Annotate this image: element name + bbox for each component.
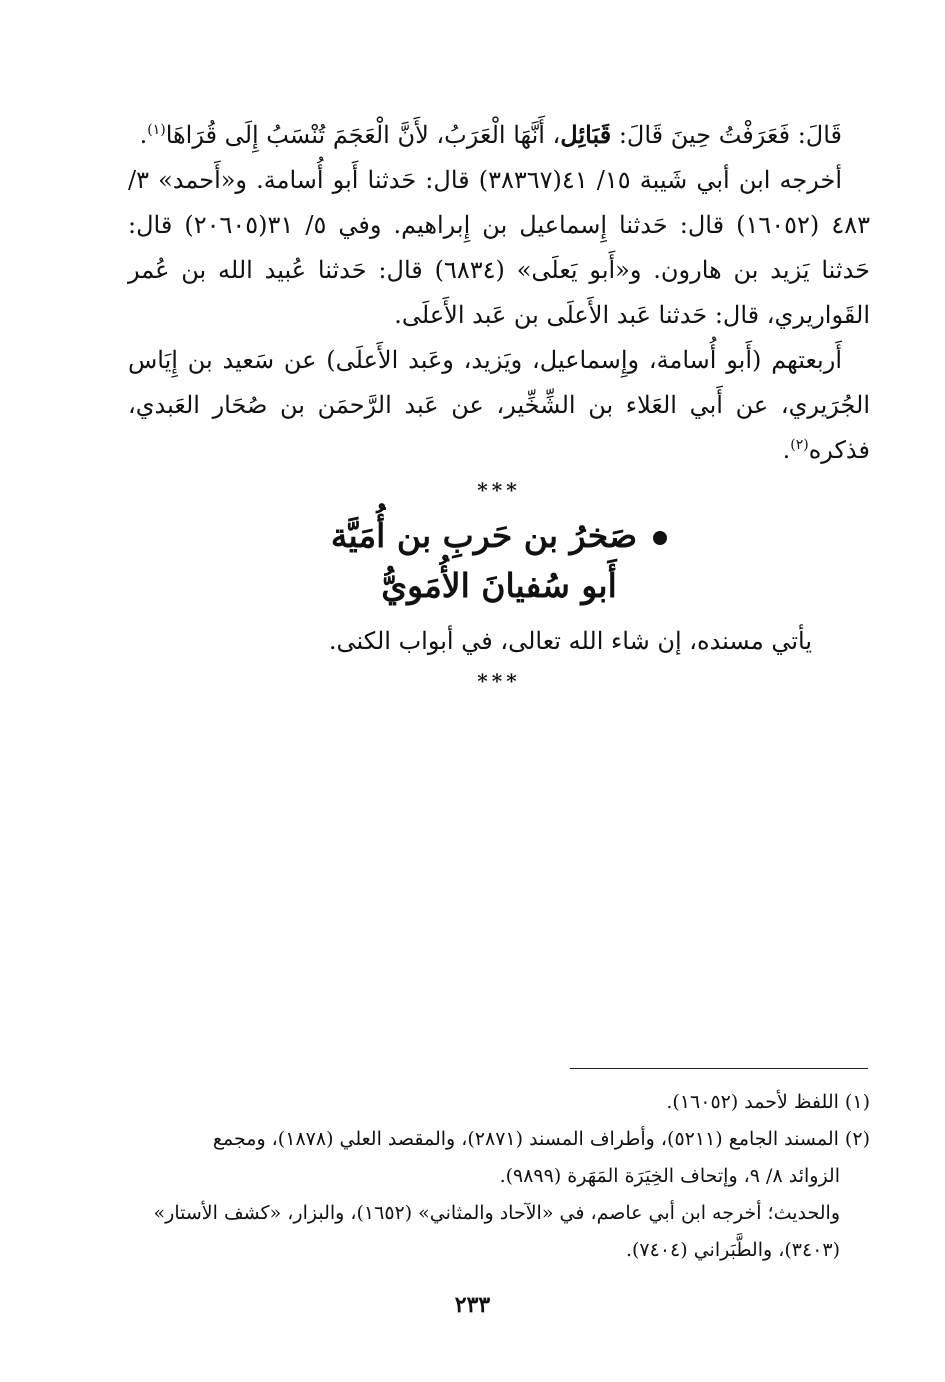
para3-end: . <box>782 436 791 464</box>
main-text <box>128 112 870 702</box>
para1-text-2: ، أَنَّهَا الْعَرَبُ، لأَنَّ الْعَجَمَ تُنْسَبُ إِلَى قُرَاهَا <box>165 121 561 149</box>
footnote-divider <box>570 1068 868 1069</box>
paragraph-2: أخرجه ابن أبي شَيبة ١٥/ ٤١(٣٨٣٦٧) قال: حَدثنا أَبو أُسامة. و«أَحمد» ٣/ ٤٨٣ (١٦٠٥٢) قال: حَدثنا إِسماعيل بن إِبراهيم. وفي ٥/ ٣١(٢٠٦٠٥) قال: حَدثنا يَزيد بن هارون. و«أَبو يَعلَى» (٦٨٣٤) قال: حَدثنا عُبيد الله بن عُمر القَواريري، قال: حَدثنا عَبد الأَعلَى بن عَبد الأَعلَى. <box>128 166 870 329</box>
footnote-2-line-4: (٣٤٠٣)، والطَّبَراني (٧٤٠٤). <box>625 1239 840 1261</box>
para1-quran-word: قَبَائِل <box>560 120 612 149</box>
separator-stars-2: *** <box>477 669 521 693</box>
footnote-1: (١) اللفظ لأحمد (١٦٠٥٢). <box>666 1091 870 1113</box>
para1-end: . <box>139 121 148 149</box>
footnote-2-line-1: (٢) المسند الجامع (٥٢١١)، وأطراف المسند (٢٨٧١)، والمقصد العلي (١٨٧٨)، ومجمع <box>212 1128 870 1150</box>
heading-line-2: أَبو سُفيانَ الأُمَويُّ <box>381 566 617 605</box>
note-text: يأتي مسنده، إن شاء الله تعالى، في أبواب الكنى. <box>328 627 812 655</box>
footnotes <box>128 1084 870 1269</box>
footnote-marker-2: (٢) <box>790 437 809 453</box>
heading-name: صَخرُ بن حَربِ بن أُمَيَّة <box>330 516 638 555</box>
bullet-icon <box>653 531 667 545</box>
footnote-2-line-2: الزوائد ٨/ ٩، وإتحاف الخِيَرَة المَهَرة (٩٨٩٩). <box>499 1165 840 1187</box>
separator-stars-1: *** <box>477 478 521 502</box>
section-heading <box>128 511 870 611</box>
paragraph-3 <box>128 338 870 473</box>
footnote-marker-1: (١) <box>147 122 166 138</box>
heading-line-1 <box>128 511 870 561</box>
paragraph-1 <box>128 112 870 158</box>
para3-text: أَربعتهم (أَبو أُسامة، وإِسماعيل، ويَزيد، وعَبد الأَعلَى) عن سَعيد بن إِيَاس الجُرَيري، عن أَبي العَلاء بن الشِّخِّير، عن عَبد الرَّحمَن بن صُحَار العَبدي، فذكره <box>128 346 870 464</box>
page-number: ٢٣٣ <box>454 1292 491 1318</box>
footnote-2-line-3: والحديث؛ أخرجه ابن أبي عاصم، في «الآحاد والمثاني» (١٦٥٢)، والبزار، «كشف الأستار» <box>153 1202 840 1224</box>
para1-text: قَالَ: فَعَرَفْتُ حِينَ قَالَ: <box>611 121 842 149</box>
